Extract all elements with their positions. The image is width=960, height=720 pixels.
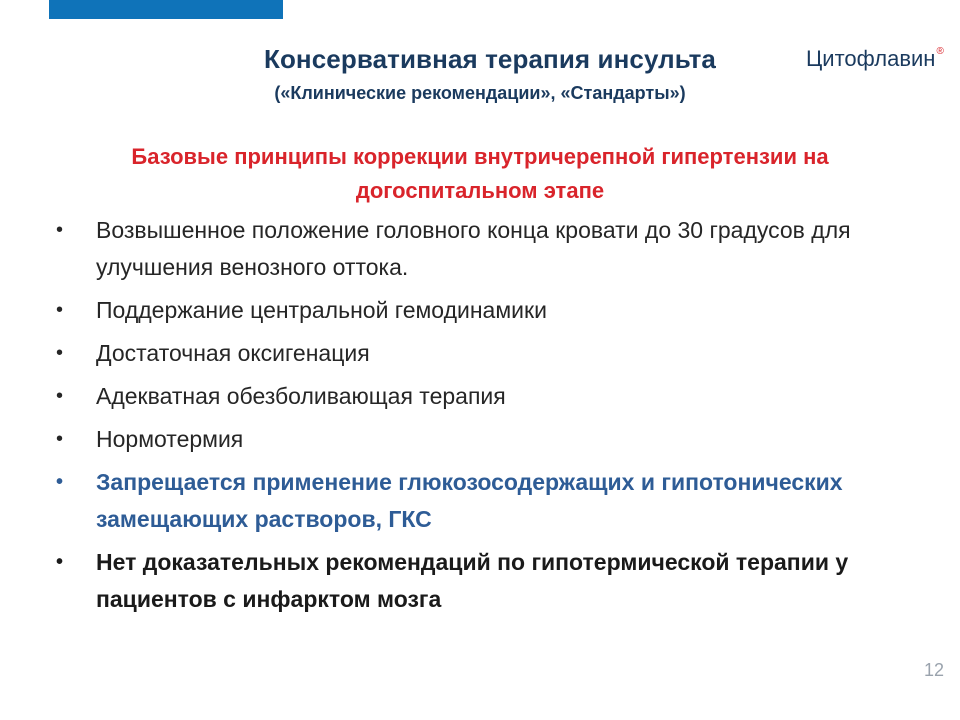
list-item-text: Возвышенное положение головного конца кровати до 30 градусов для улучшения венозного оттока. xyxy=(96,217,851,280)
slide-subtitle: («Клинические рекомендации», «Стандарты») xyxy=(274,83,686,103)
bullet-icon: • xyxy=(56,299,64,321)
bullet-icon: • xyxy=(56,551,64,573)
list-item xyxy=(56,335,886,372)
brand-logo xyxy=(806,46,944,72)
list-item-prohibition xyxy=(56,464,886,538)
registered-mark-icon: ® xyxy=(936,45,944,57)
brand-logo-text: Цитофлавин xyxy=(806,46,936,71)
list-item xyxy=(56,421,886,458)
list-item-text: Достаточная оксигенация xyxy=(96,340,370,366)
list-item-text: Нормотермия xyxy=(96,426,244,452)
bullet-icon: • xyxy=(56,342,64,364)
bullet-list xyxy=(56,212,886,624)
section-heading: Базовые принципы коррекции внутричерепной гипертензии на догоспитальном этапе xyxy=(131,144,829,203)
list-item xyxy=(56,212,886,286)
list-item-note xyxy=(56,544,886,618)
slide-title: Консервативная терапия инсульта xyxy=(263,44,716,74)
bullet-icon: • xyxy=(56,219,64,241)
list-item xyxy=(56,378,886,415)
bullet-icon: • xyxy=(56,385,64,407)
bullet-icon: • xyxy=(56,428,64,450)
bullet-icon: • xyxy=(56,471,64,493)
page-number: 12 xyxy=(923,660,944,680)
top-accent-bar xyxy=(49,0,283,19)
list-item-text: Запрещается применение глюкозосодержащих и гипотонических замещающих растворов, ГКС xyxy=(96,469,843,532)
list-item-text: Нет доказательных рекомендаций по гипотермической терапии у пациентов с инфарктом мозга xyxy=(96,549,849,612)
list-item xyxy=(56,292,886,329)
list-item-text: Адекватная обезболивающая терапия xyxy=(96,383,506,409)
list-item-text: Поддержание центральной гемодинамики xyxy=(96,297,547,323)
